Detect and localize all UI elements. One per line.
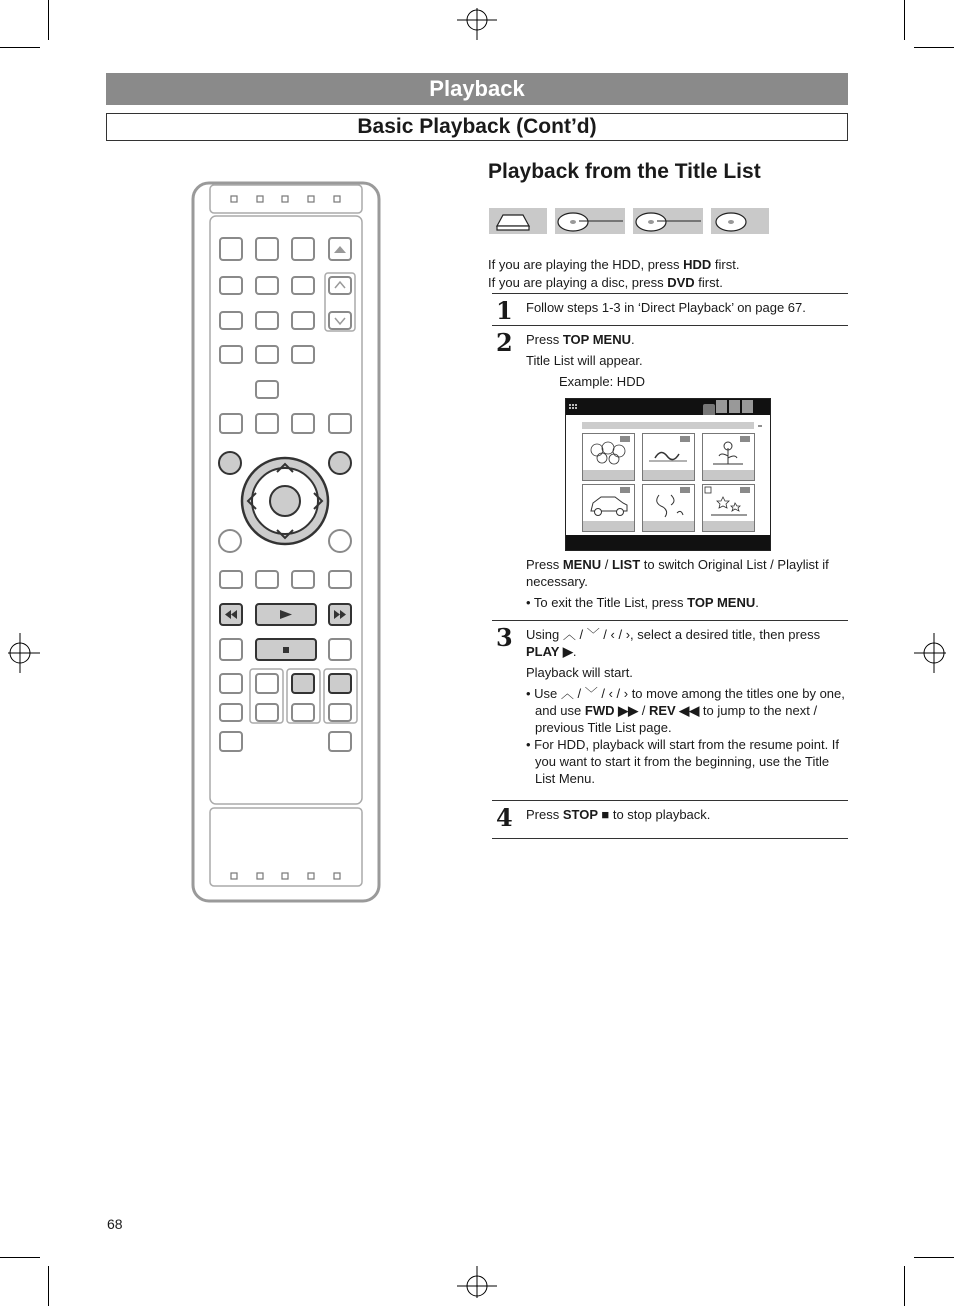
step-2-more-text: Press MENU / LIST to switch Original List / Playlist if necessary. • To exit the Title List, press TOP MENU.	[526, 557, 829, 610]
step-2-text: Press TOP MENU. Title List will appear. Example: HDD	[526, 332, 645, 389]
step-divider	[492, 838, 848, 839]
step-divider	[492, 293, 848, 294]
title-list-screen	[565, 398, 771, 551]
title-thumbnail	[642, 433, 695, 481]
step-1-text: Follow steps 1-3 in ‘Direct Playback’ on page 67.	[526, 300, 806, 315]
step-divider	[492, 800, 848, 801]
step-divider	[492, 620, 848, 621]
crop-mark	[904, 0, 905, 40]
step-4-text: Press STOP ■ to stop playback.	[526, 807, 711, 822]
topic-title: Playback from the Title List	[488, 160, 761, 183]
crop-mark	[48, 0, 49, 40]
title-thumbnail	[702, 433, 755, 481]
crop-mark	[904, 1266, 905, 1306]
crop-mark	[48, 1266, 49, 1306]
section-banner: Basic Playback (Cont’d)	[106, 113, 848, 141]
crop-mark	[914, 47, 954, 48]
step-number: 4	[496, 803, 513, 832]
dvd-video-icon	[555, 208, 625, 234]
registration-mark-icon	[914, 633, 954, 673]
chapter-banner: Playback	[106, 73, 848, 105]
step-number: 2	[496, 328, 513, 357]
step-divider	[492, 325, 848, 326]
hdd-icon	[489, 208, 547, 234]
page-number: 68	[107, 1216, 123, 1232]
crop-mark	[0, 1257, 40, 1258]
title-thumbnail	[582, 484, 635, 532]
dvd-rw-icon	[633, 208, 703, 234]
step-number: 1	[496, 296, 513, 325]
title-thumbnail	[642, 484, 695, 532]
step-3-text: Using ︿ / ﹀ / ‹ / ›, select a desired title, then press PLAY ▶. Playback will start. • Use ︿ / ﹀ / ‹ / › to move among the titles one by one, and use FWD ▶▶ / REV ◀◀ to jump to the next / previous Title List page. • For HDD, playback will start from the resume point. If you want to start it from the beginning, use the Title List Menu.	[526, 627, 845, 786]
dvd-r-icon	[711, 208, 769, 234]
intro-text: If you are playing the HDD, press HDD first. If you are playing a disc, press DVD first.	[488, 257, 740, 290]
registration-mark-icon	[457, 0, 497, 40]
title-thumbnail	[702, 484, 755, 532]
registration-mark-icon	[0, 633, 40, 673]
crop-mark	[914, 1257, 954, 1258]
title-thumbnail	[582, 433, 635, 481]
registration-mark-icon	[457, 1266, 497, 1306]
crop-mark	[0, 47, 40, 48]
remote-control-illustration	[190, 180, 382, 904]
step-number: 3	[496, 623, 513, 652]
